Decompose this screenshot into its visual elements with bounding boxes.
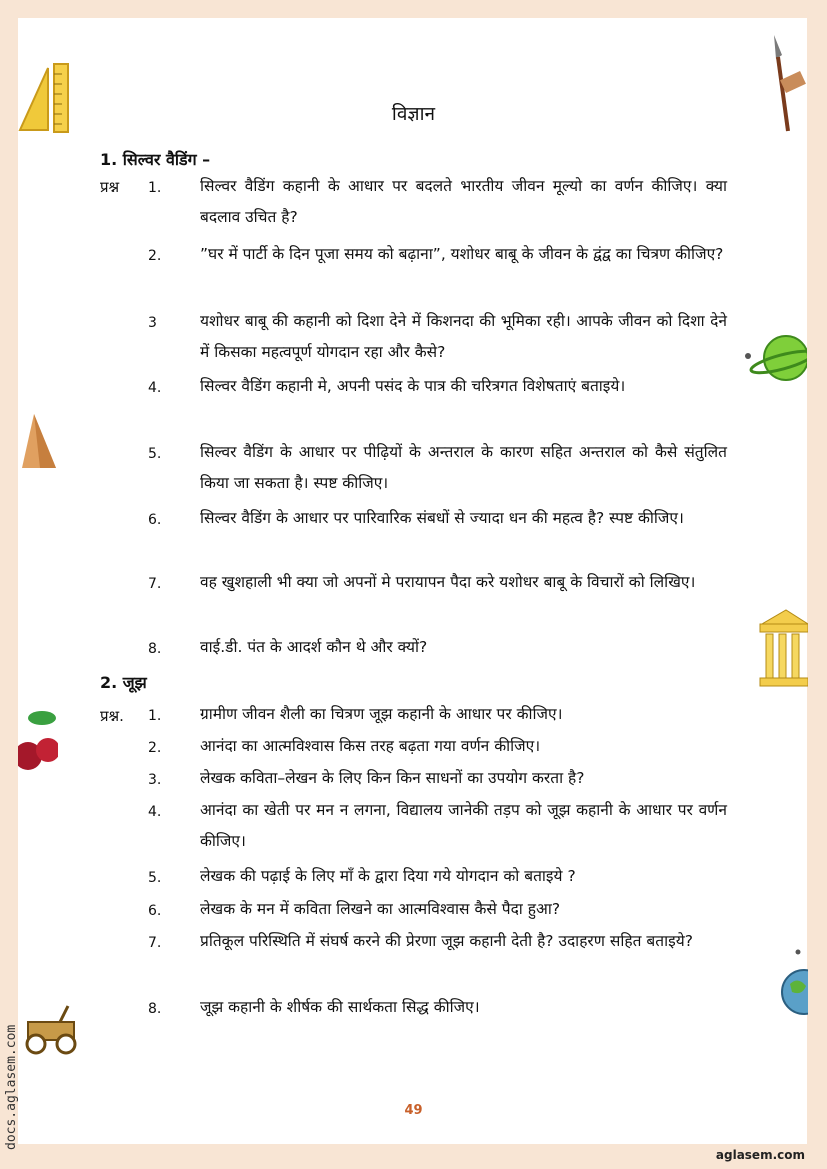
planet-icon [742, 332, 807, 387]
globe-icon [770, 948, 808, 1018]
question-text: लेखक कविता–लेखन के लिए किन किन साधनों का उपयोग करता है? [200, 769, 585, 787]
question-label: प्रश्न. [100, 707, 124, 725]
question-number: 2. [148, 740, 162, 756]
question-text: लेखक की पढ़ाई के लिए माँ के द्वारा दिया गये योगदान को बताइये ? [200, 867, 576, 885]
question-number: 7. [148, 576, 162, 592]
temple-column-icon [758, 608, 808, 688]
question-text: सिल्वर वैडिंग कहानी मे, अपनी पसंद के पात्र की चरित्रगत विशेषताएं बताइये। [200, 377, 626, 395]
section-heading-silver-wedding: 1. सिल्वर वैडिंग – [100, 150, 211, 169]
section-heading-joojh: 2. जूझ [100, 673, 147, 692]
page-number: 49 [404, 1103, 423, 1118]
question-text: ग्रामीण जीवन शैली का चित्रण जूझ कहानी के आधार पर कीजिए। [200, 705, 563, 723]
question-number: 6. [148, 512, 162, 528]
question-number: 3 [148, 315, 157, 331]
question-text: सिल्वर वैडिंग कहानी के आधार पर बदलते भारतीय जीवन मूल्यो का वर्णन कीजिए। क्या बदलाव उचित है? [200, 177, 727, 226]
question-text: ”घर में पार्टी के दिन पूजा समय को बढ़ाना”, यशोधर बाबू के जीवन के द्वंद्व का चित्रण कीजिए? [200, 245, 724, 263]
question-text: वाई.डी. पंत के आदर्श कौन थे और क्यों? [200, 638, 428, 656]
question-number: 4. [148, 380, 162, 396]
question-number: 3. [148, 772, 162, 788]
question-text: लेखक के मन में कविता लिखने का आत्मविश्वास कैसे पैदा हुआ? [200, 900, 561, 918]
question-number: 1. [148, 180, 162, 196]
question-number: 8. [148, 1001, 162, 1017]
question-number: 8. [148, 641, 162, 657]
cherries-icon [18, 706, 58, 776]
page-title: विज्ञान [391, 103, 436, 125]
vintage-car-icon [20, 1000, 82, 1056]
question-number: 7. [148, 935, 162, 951]
site-link[interactable]: aglasem.com [715, 1148, 805, 1162]
question-text: आनंदा का खेती पर मन न लगना, विद्यालय जानेकी तड़प को जूझ कहानी के आधार पर वर्णन कीजिए। [200, 801, 727, 850]
question-number: 5. [148, 446, 162, 462]
pyramid-icon [18, 410, 58, 470]
question-number: 4. [148, 804, 162, 820]
question-number: 5. [148, 870, 162, 886]
question-text: आनंदा का आत्मविश्वास किस तरह बढ़ता गया वर्णन कीजिए। [200, 737, 541, 755]
question-text: जूझ कहानी के शीर्षक की सार्थकता सिद्ध कीजिए। [200, 998, 480, 1016]
question-text: सिल्वर वैडिंग के आधार पर पारिवारिक संबधों से ज्यादा धन की महत्व है? स्पष्ट कीजिए। [200, 509, 684, 527]
question-text: सिल्वर वैडिंग के आधार पर पीढ़ियों के अन्तराल के कारण सहित अन्तराल को कैसे संतुलित किया जा सकता है। स्पष्ट कीजिए। [200, 443, 727, 492]
question-label: प्रश्न [100, 178, 120, 196]
question-text: यशोधर बाबू की कहानी को दिशा देने में किशनदा की भूमिका रही। आपके जीवन को दिशा देने में किसका महत्वपूर्ण योगदान रहा और कैसे? [200, 312, 727, 361]
side-watermark: docs.aglasem.com [4, 1024, 19, 1150]
question-number: 2. [148, 248, 162, 264]
question-number: 6. [148, 903, 162, 919]
question-text: वह खुशहाली भी क्या जो अपनों मे परायापन पैदा करे यशोधर बाबू के विचारों को लिखिए। [200, 573, 696, 591]
question-text: प्रतिकूल परिस्थिति में संघर्ष करने की प्रेरणा जूझ कहानी देती है? उदाहरण सहित बताइये? [200, 932, 693, 950]
question-number: 1. [148, 708, 162, 724]
